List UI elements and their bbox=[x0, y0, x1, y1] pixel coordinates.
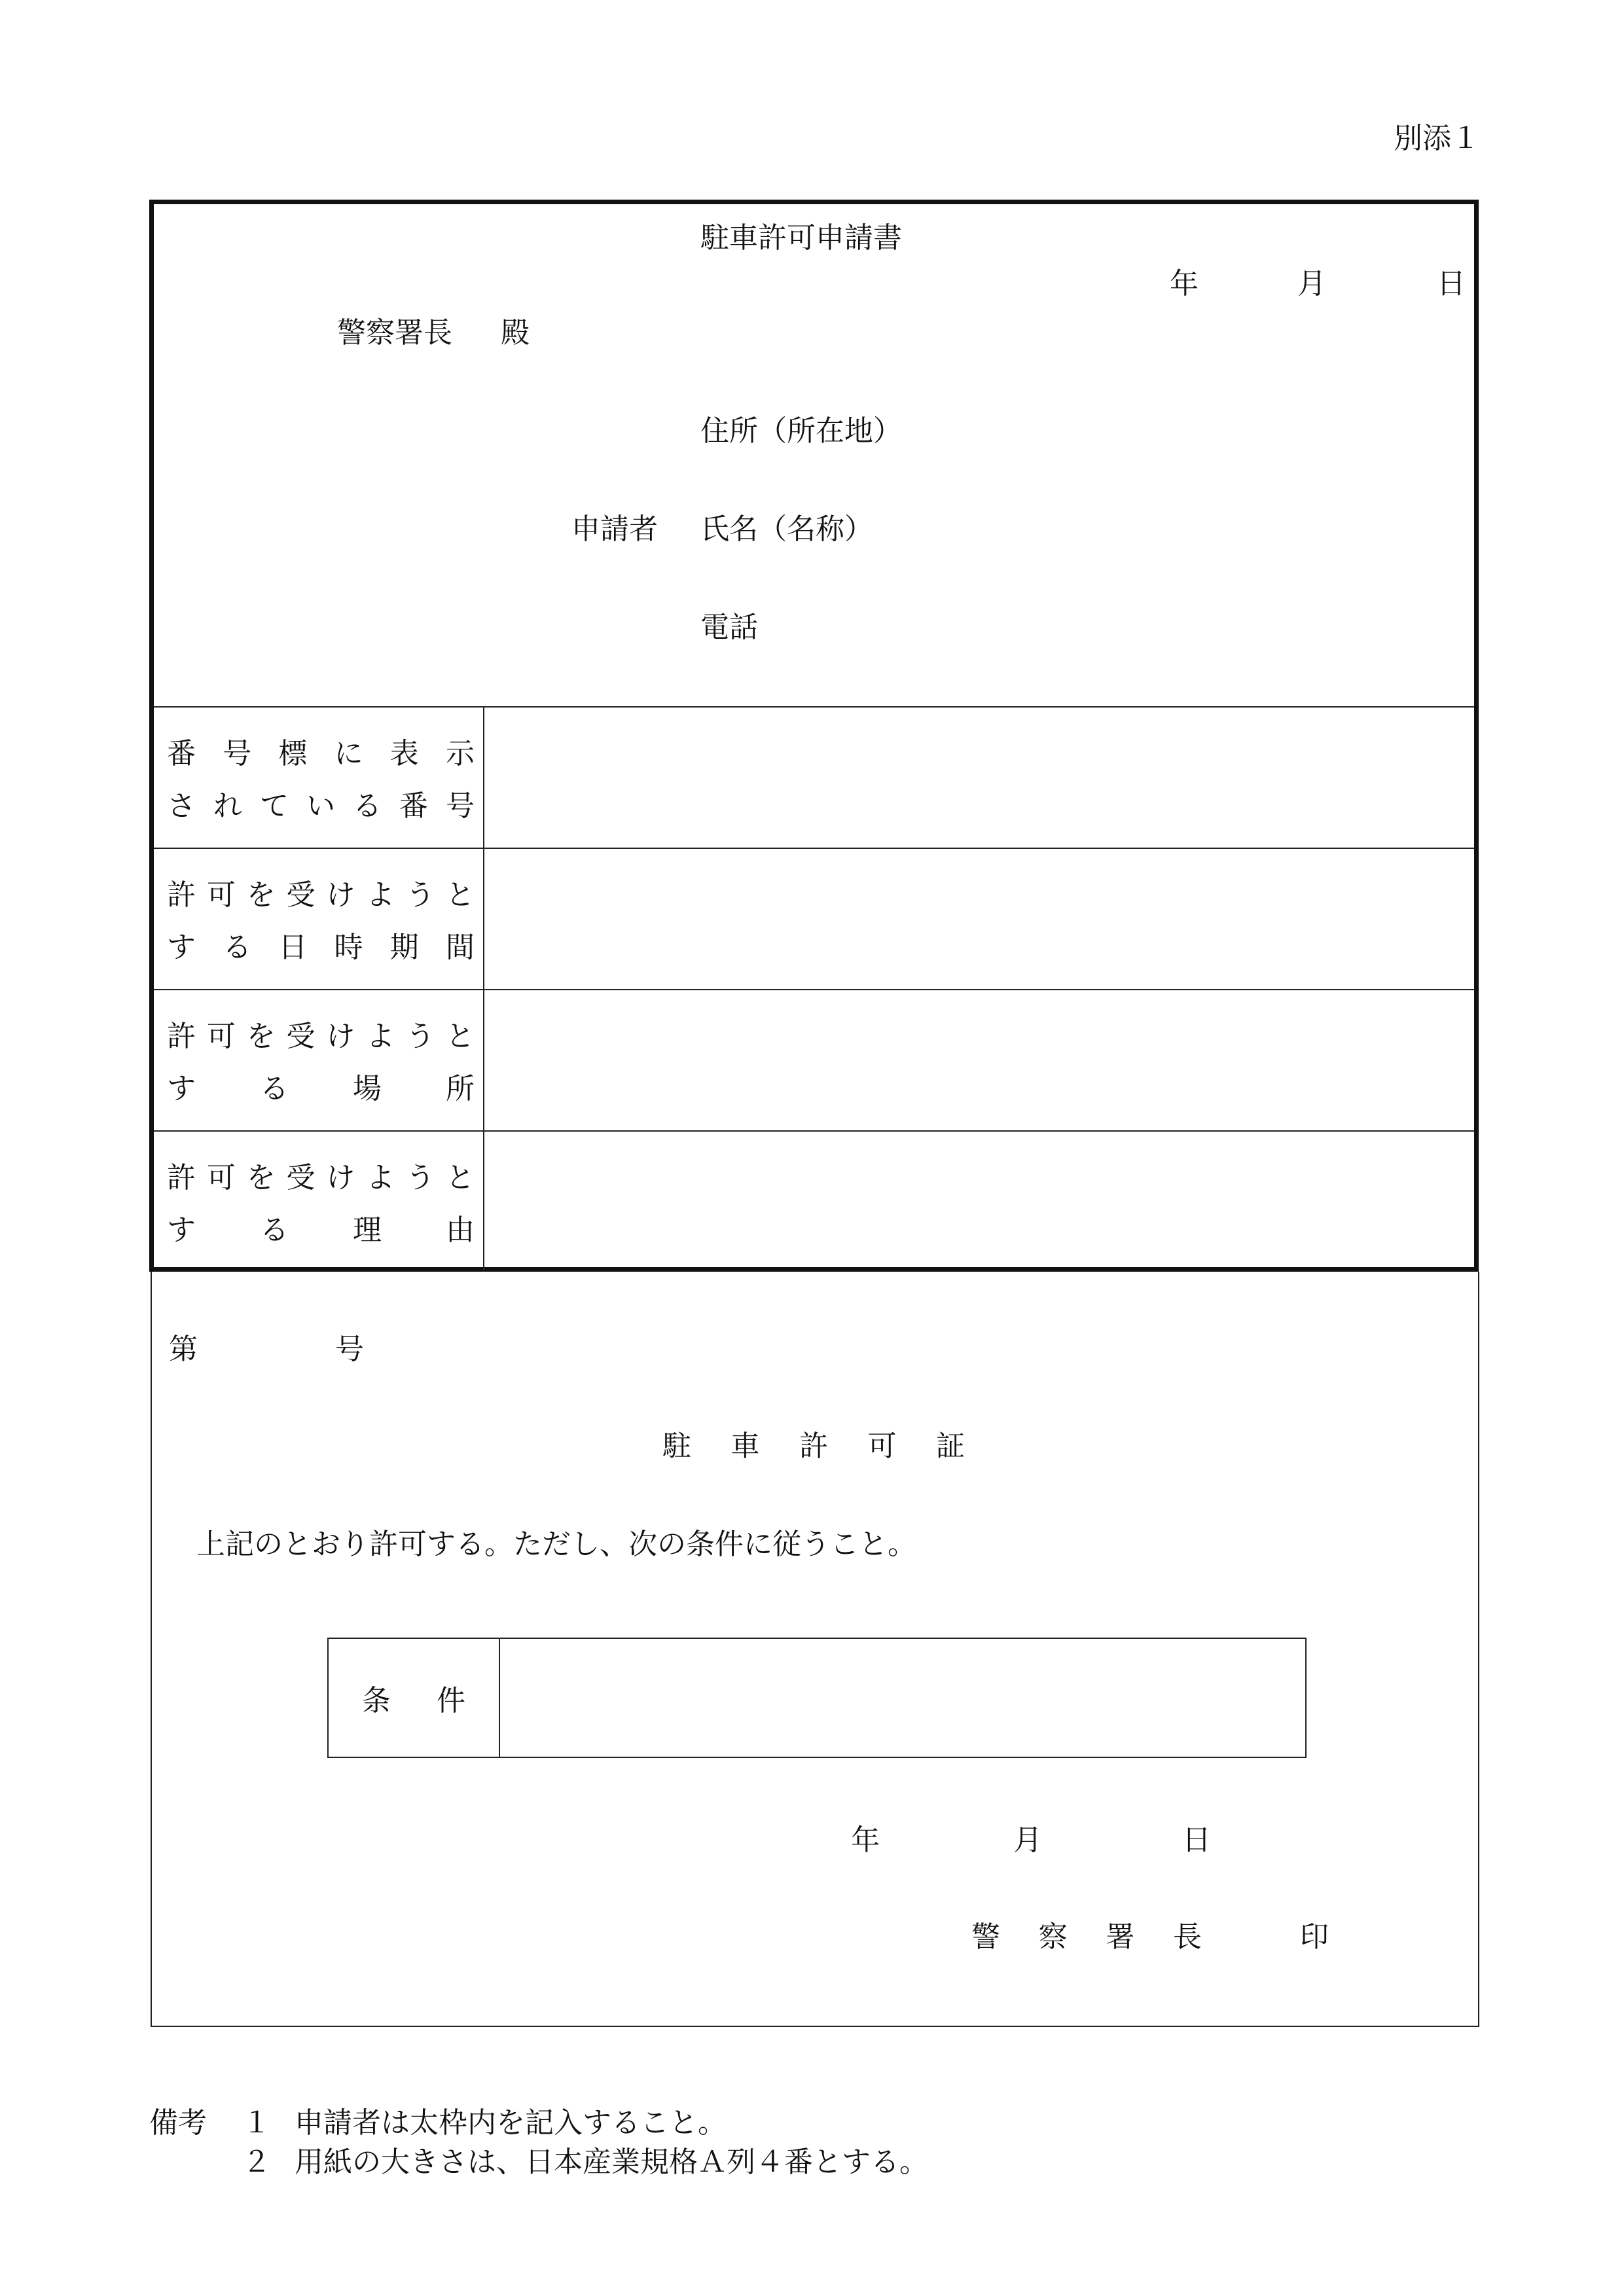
row-label-number-line2: さ れ て い る 番 号 bbox=[167, 789, 475, 823]
permit-issuer: 警 察 署 長 bbox=[971, 1920, 1202, 1954]
condition-box bbox=[327, 1638, 1307, 1758]
note-2-text: 用紙の大きさは、日本産業規格Ａ列４番とする。 bbox=[295, 2145, 928, 2179]
permit-title: 駐 車 許 可 証 bbox=[662, 1429, 965, 1463]
addressee-honorific: 殿 bbox=[501, 316, 530, 350]
condition-field[interactable] bbox=[500, 1639, 1305, 1757]
row-label-reason-line2: す る 理 由 bbox=[167, 1213, 475, 1247]
application-form bbox=[149, 200, 1479, 1272]
permit-number-suffix: 号 bbox=[335, 1333, 364, 1366]
application-date-month[interactable]: 月 bbox=[1297, 267, 1326, 300]
notes-label: 備考 bbox=[149, 2106, 207, 2140]
condition-label: 条 件 bbox=[362, 1684, 465, 1717]
permit-number-prefix: 第 bbox=[169, 1333, 198, 1366]
vehicle-number-field[interactable] bbox=[484, 708, 1474, 846]
permit-date-day[interactable]: 日 bbox=[1182, 1823, 1211, 1857]
application-title: 駐車許可申請書 bbox=[700, 221, 902, 255]
note-2-number: ２ bbox=[242, 2145, 271, 2179]
row-label-number-line1: 番 号 標 に 表 示 bbox=[167, 737, 475, 770]
address-label: 住所（所在地） bbox=[700, 414, 902, 448]
permit-date-month[interactable]: 月 bbox=[1013, 1823, 1042, 1857]
row-label-period-line2: す る 日 時 期 間 bbox=[167, 931, 475, 964]
application-date-year[interactable]: 年 bbox=[1170, 267, 1199, 300]
seal-mark: 印 bbox=[1300, 1920, 1329, 1954]
phone-label: 電話 bbox=[700, 611, 758, 644]
reason-field[interactable] bbox=[484, 1132, 1474, 1270]
row-label-location-line1: 許 可 を 受 け よ う と bbox=[167, 1020, 475, 1053]
row-label-period-line1: 許 可 を 受 け よ う と bbox=[167, 878, 475, 912]
permit-date-year[interactable]: 年 bbox=[851, 1823, 880, 1857]
permit-statement: 上記のとおり許可する。ただし、次の条件に従うこと。 bbox=[196, 1528, 916, 1561]
period-field[interactable] bbox=[484, 849, 1474, 988]
applicant-label: 申請者 bbox=[571, 512, 658, 546]
row-label-reason-line1: 許 可 を 受 け よ う と bbox=[167, 1161, 475, 1194]
note-1-text: 申請者は太枠内を記入すること。 bbox=[295, 2106, 727, 2140]
row-label-location-line2: す る 場 所 bbox=[167, 1072, 475, 1105]
appendix-label: 別添１ bbox=[1394, 122, 1480, 155]
location-field[interactable] bbox=[484, 990, 1474, 1129]
name-label: 氏名（名称） bbox=[700, 512, 873, 546]
application-date-day[interactable]: 日 bbox=[1437, 267, 1466, 300]
note-1-number: １ bbox=[242, 2106, 271, 2140]
addressee: 警察署長 bbox=[337, 316, 452, 350]
